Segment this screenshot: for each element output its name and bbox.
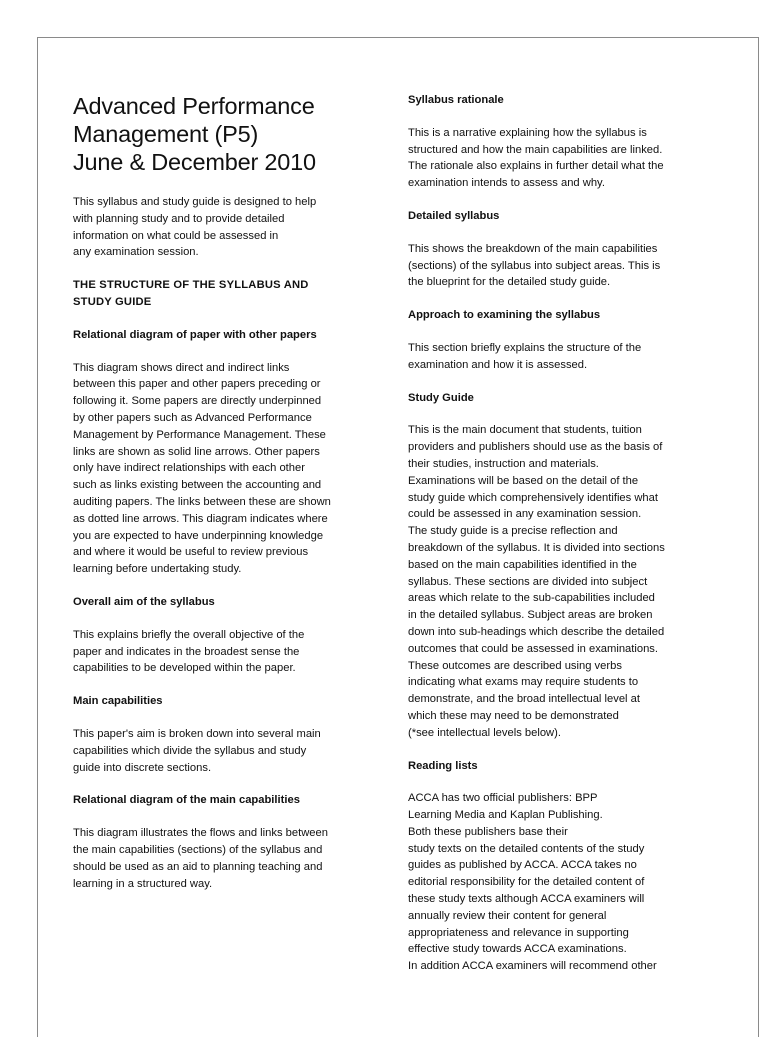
text-line: these study texts although ACCA examiners will [408, 893, 645, 906]
title-line: Advanced Performance [73, 93, 315, 119]
text-line: based on the main capabilities identified in the [408, 558, 637, 571]
text-line: The rationale also explains in further detail what the [408, 160, 664, 173]
text-line: paper and indicates in the broadest sense the [73, 645, 300, 658]
text-line: Examinations will be based on the detail of the [408, 474, 639, 487]
text-line: study texts on the detailed contents of the study [408, 842, 645, 855]
text-line: capabilities to be developed within the paper. [73, 662, 296, 675]
text-line: the main capabilities (sections) of the syllabus and [73, 843, 323, 856]
text-line: learning in a structured way. [73, 877, 213, 890]
right-column [408, 38, 703, 975]
heading-line: THE STRUCTURE OF THE SYLLABUS AND [73, 279, 309, 292]
detailed-heading: Detailed syllabus [408, 209, 500, 222]
rationale-heading: Syllabus rationale [408, 94, 504, 106]
left-column [73, 38, 363, 892]
title-line: Management (P5) [73, 121, 259, 147]
text-line: Learning Media and Kaplan Publishing. [408, 809, 603, 822]
text-line: any examination session. [73, 246, 199, 259]
text-line: their studies, instruction and materials. [408, 457, 599, 470]
diagram-heading: Relational diagram of the main capabilities [73, 794, 300, 807]
text-line: providers and publishers should use as the basis of [408, 441, 663, 454]
text-line: information on what could be assessed in [73, 229, 279, 242]
approach-paragraph [408, 340, 703, 374]
text-line: outcomes that could be assessed in examinations. [408, 642, 658, 655]
text-line: This diagram illustrates the flows and links between [73, 827, 328, 840]
document-page [37, 37, 759, 1037]
text-line: you are expected to have underpinning knowledge [73, 529, 324, 542]
text-line: This is the main document that students, tuition [408, 424, 642, 437]
text-line: appropriateness and relevance in supporting [408, 926, 629, 939]
text-line: This section briefly explains the structure of the [408, 341, 642, 354]
page-title [73, 92, 363, 176]
text-line: demonstrate, and the broad intellectual level at [408, 693, 640, 706]
text-line: could be assessed in any examination session. [408, 508, 642, 521]
approach-heading: Approach to examining the syllabus [408, 309, 601, 322]
text-line: This explains briefly the overall objective of the [73, 628, 305, 641]
text-line: This syllabus and study guide is designed to help [73, 196, 317, 208]
text-line: syllabus. These sections are divided into subject [408, 575, 648, 588]
text-line: down into sub-headings which describe the detailed [408, 625, 665, 638]
text-line: examination intends to assess and why. [408, 177, 605, 190]
text-line: This paper's aim is broken down into several main [73, 727, 321, 740]
intro-paragraph [73, 194, 363, 261]
text-line: with planning study and to provide detailed [73, 212, 285, 225]
reading-lists-heading: Reading lists [408, 759, 478, 772]
text-line: only have indirect relationships with each other [73, 462, 305, 475]
text-line: Both these publishers base their [408, 825, 568, 838]
text-line: editorial responsibility for the detailed content of [408, 876, 645, 889]
heading-line: STUDY GUIDE [73, 295, 152, 308]
text-line: This is a narrative explaining how the syllabus is [408, 126, 647, 139]
text-line: structured and how the main capabilities are linked. [408, 143, 663, 156]
text-line: annually review their content for general [408, 909, 607, 922]
capabilities-paragraph [73, 726, 363, 776]
text-line: which these may need to be demonstrated [408, 709, 619, 722]
text-line: examination and how it is assessed. [408, 358, 588, 371]
relational-paragraph [73, 360, 363, 578]
text-line: between this paper and other papers preceding or [73, 378, 321, 391]
text-line: This shows the breakdown of the main capabilities [408, 242, 658, 255]
text-line: (*see intellectual levels below). [408, 726, 561, 739]
aim-heading: Overall aim of the syllabus [73, 595, 215, 608]
text-line: The study guide is a precise reflection and [408, 525, 618, 538]
text-line: learning before undertaking study. [73, 563, 242, 576]
text-line: Management by Performance Management. These [73, 428, 326, 441]
text-line: This diagram shows direct and indirect links [73, 361, 290, 374]
text-line: in the detailed syllabus. Subject areas are broken [408, 609, 653, 622]
text-line: (sections) of the syllabus into subject areas. This is [408, 259, 661, 272]
diagram-paragraph [73, 825, 363, 892]
rationale-paragraph [408, 125, 703, 192]
text-line: guides as published by ACCA. ACCA takes no [408, 859, 637, 872]
text-line: such as links existing between the accounting and [73, 479, 322, 492]
text-line: as dotted line arrows. This diagram indicates where [73, 512, 328, 525]
text-line: by other papers such as Advanced Performance [73, 411, 312, 424]
text-line: study guide which comprehensively identifies what [408, 491, 658, 504]
reading-lists-paragraph [408, 790, 703, 975]
text-line: the blueprint for the detailed study guide. [408, 276, 611, 289]
text-line: should be used as an aid to planning teaching and [73, 860, 323, 873]
text-line: capabilities which divide the syllabus and study [73, 744, 307, 757]
text-line: indicating what exams may require students to [408, 676, 639, 689]
study-guide-heading: Study Guide [408, 391, 474, 404]
text-line: links are shown as solid line arrows. Other papers [73, 445, 320, 458]
text-line: areas which relate to the sub-capabilities included [408, 592, 655, 605]
text-line: These outcomes are described using verbs [408, 659, 622, 672]
text-line: following it. Some papers are directly underpinned [73, 395, 322, 408]
text-line: In addition ACCA examiners will recommend other [408, 960, 657, 973]
capabilities-heading: Main capabilities [73, 695, 163, 708]
aim-paragraph [73, 627, 363, 677]
text-line: auditing papers. The links between these are shown [73, 495, 331, 508]
text-line: ACCA has two official publishers: BPP [408, 792, 598, 805]
text-line: and where it would be useful to review previous [73, 546, 309, 559]
text-line: breakdown of the syllabus. It is divided into sections [408, 541, 665, 554]
relational-heading: Relational diagram of paper with other papers [73, 328, 317, 341]
detailed-paragraph [408, 241, 703, 291]
study-guide-paragraph [408, 422, 703, 741]
structure-heading [73, 277, 363, 311]
title-line: June & December 2010 [73, 149, 316, 175]
text-line: effective study towards ACCA examinations. [408, 943, 627, 956]
text-line: guide into discrete sections. [73, 761, 212, 774]
